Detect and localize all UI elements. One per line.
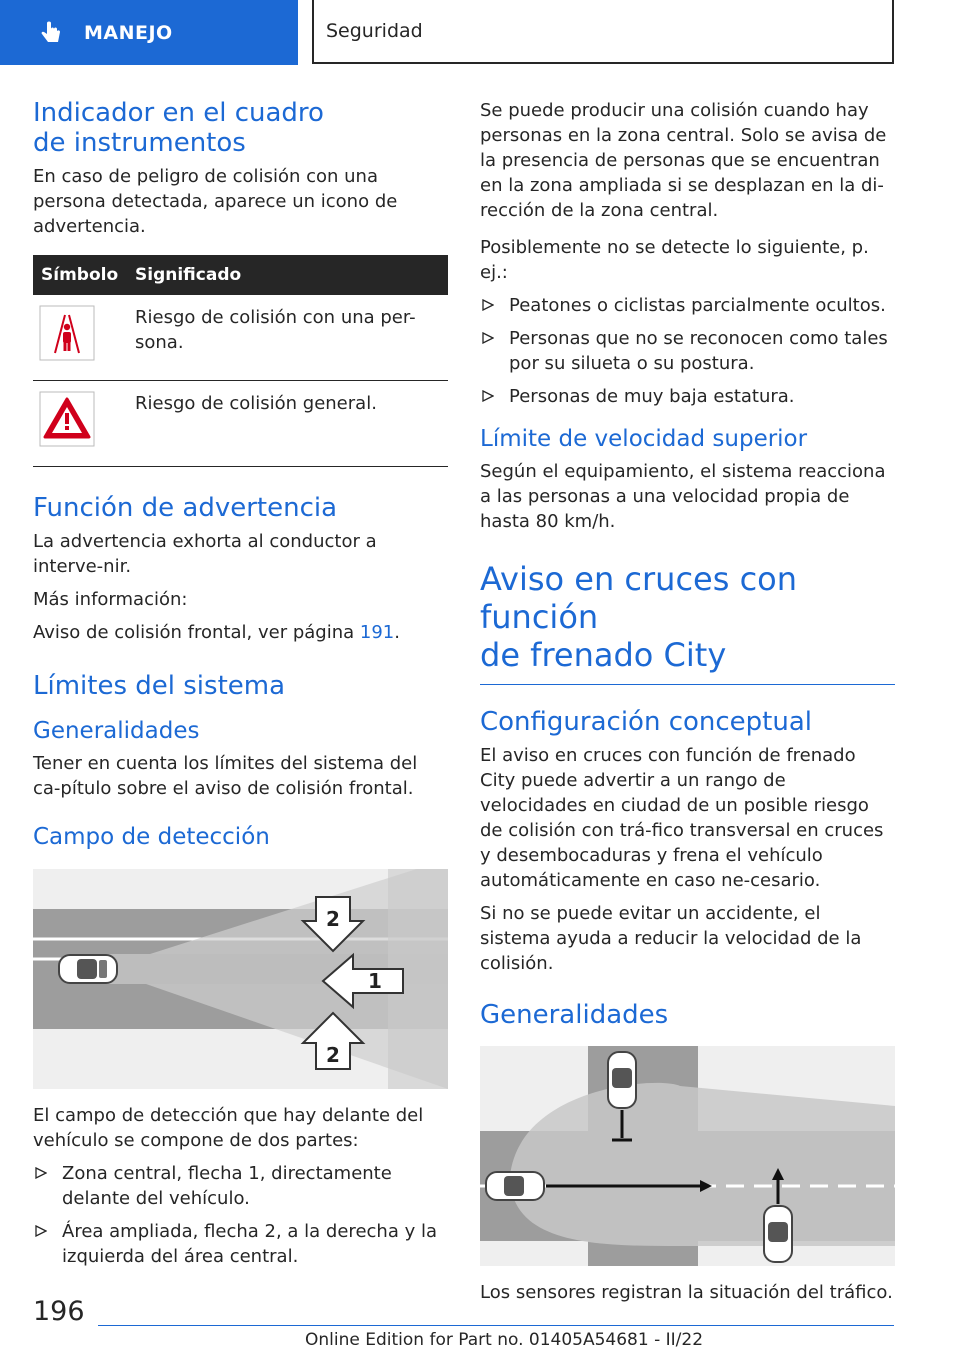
- edition-text: Online Edition for Part no. 01405A54681 - II/22: [305, 1330, 704, 1350]
- table-cell-meaning: Riesgo de colisión general.: [135, 381, 448, 467]
- reference-end: .: [394, 622, 400, 643]
- concept-text-1: El aviso en cruces con función de frenado City puede advertir a un rango de velocidades en ciudad de un posible riesgo de colisión con trá-fico transversal en cruces y desembocaduras y frena el vehículo automáticamente en caso ne-cesario.: [480, 745, 884, 891]
- list-item: [480, 384, 895, 409]
- chapter-label: Seguridad: [326, 20, 423, 42]
- list-item: [480, 326, 895, 376]
- arrow-bottom-label: 2: [326, 1043, 340, 1067]
- list-item-text: Personas de muy baja estatura.: [509, 386, 795, 407]
- triangle-bullet-icon: [35, 1167, 47, 1179]
- intro-text-2: Posiblemente no se detecte lo siguiente, p. ej.:: [480, 237, 869, 283]
- page-reference-link[interactable]: 191: [359, 622, 395, 643]
- speed-text: Según el equipamiento, el sistema reacciona a las personas a una velocidad propia de hasta 80 km/h.: [480, 461, 886, 532]
- chapter-box: [312, 0, 894, 64]
- speed-heading: Límite de velocidad superior: [480, 426, 808, 452]
- table-row: [33, 381, 448, 467]
- intro-text-1: Se puede producir una colisión cuando hay personas en la zona central. Solo se avisa de la presencia de personas que se encuentran en la zona ampliada si se desplazan en la di-rección de la zona central.: [480, 100, 887, 221]
- car-icon: [486, 1172, 544, 1200]
- table-cell-meaning: Riesgo de colisión con una per-sona.: [135, 295, 448, 381]
- list-item: [33, 1161, 448, 1211]
- car-icon: [764, 1206, 792, 1262]
- figure-caption: Los sensores registran la situación del tráfico.: [480, 1282, 893, 1303]
- detection-field-figure: [33, 869, 448, 1089]
- left-column: [33, 98, 448, 1269]
- list-item-text: Peatones o ciclistas parcialmente ocultos.: [509, 295, 886, 316]
- detection-heading: Campo de detección: [33, 824, 270, 850]
- intersection-figure: [480, 1046, 895, 1266]
- intersection-diagram: [480, 1046, 895, 1266]
- car-icon: [59, 955, 117, 983]
- more-info-text: Más información:: [33, 589, 188, 610]
- concept-heading: Configuración conceptual: [480, 707, 812, 737]
- section-label: MANEJO: [84, 21, 173, 44]
- detection-field-diagram: [33, 869, 448, 1089]
- warning-heading: Función de advertencia: [33, 493, 338, 523]
- concept-text-2: Si no se puede evitar un accidente, el sistema ayuda a reducir la velocidad de la colisión.: [480, 903, 862, 974]
- footer-divider: [98, 1325, 894, 1326]
- heading-divider: [480, 684, 895, 685]
- triangle-bullet-icon: [35, 1225, 47, 1237]
- car-icon: [608, 1052, 636, 1108]
- triangle-bullet-icon: [482, 299, 494, 311]
- indicator-heading: [33, 98, 448, 158]
- pedestrian-warning-icon: [39, 305, 95, 361]
- list-item-text: Personas que no se reconocen como tales por su silueta o su postura.: [509, 328, 888, 374]
- list-item-text: Zona central, flecha 1, directamente delante del vehículo.: [62, 1163, 392, 1209]
- arrow-top-label: 2: [326, 907, 340, 931]
- detection-bullet-list: [33, 1161, 448, 1269]
- detection-text: El campo de detección que hay delante del vehículo se compone de dos partes:: [33, 1105, 424, 1151]
- page-number: 196: [33, 1296, 85, 1327]
- section-tab: [0, 0, 298, 65]
- reference-text: [33, 620, 448, 645]
- triangle-bullet-icon: [482, 390, 494, 402]
- list-item: [33, 1219, 448, 1269]
- reference-label: Aviso de colisión frontal, ver página: [33, 622, 360, 643]
- warning-text: La advertencia exhorta al conductor a interve-nir.: [33, 531, 377, 577]
- indicator-heading-line-2: de instrumentos: [33, 128, 246, 158]
- symbol-table: [33, 255, 448, 467]
- city-heading-line-2: de frenado City: [480, 636, 727, 674]
- general-heading-right: Generalidades: [480, 1000, 669, 1030]
- list-item-text: Área ampliada, flecha 2, a la derecha y la izquierda del área central.: [62, 1221, 437, 1267]
- limits-heading: Límites del sistema: [33, 671, 286, 701]
- indicator-text: En caso de peligro de colisión con una persona detectada, aparece un icono de advertencia.: [33, 166, 398, 237]
- list-item: [480, 293, 895, 318]
- col-symbol-header: Símbolo: [33, 255, 135, 295]
- arrow-center-label: 1: [368, 969, 382, 993]
- general-heading: Generalidades: [33, 718, 200, 744]
- right-column: [480, 98, 895, 1305]
- col-meaning-header: Significado: [135, 255, 448, 295]
- table-row: [33, 295, 448, 381]
- hand-pointer-icon: [38, 20, 64, 46]
- triangle-bullet-icon: [482, 332, 494, 344]
- not-detected-list: [480, 293, 895, 409]
- city-heading: [480, 560, 895, 674]
- general-warning-icon: [39, 391, 95, 447]
- general-text: Tener en cuenta los límites del sistema del ca-pítulo sobre el aviso de colisión frontal.: [33, 753, 418, 799]
- indicator-heading-line-1: Indicador en el cuadro: [33, 98, 324, 128]
- city-heading-line-1: Aviso en cruces con función: [480, 560, 798, 636]
